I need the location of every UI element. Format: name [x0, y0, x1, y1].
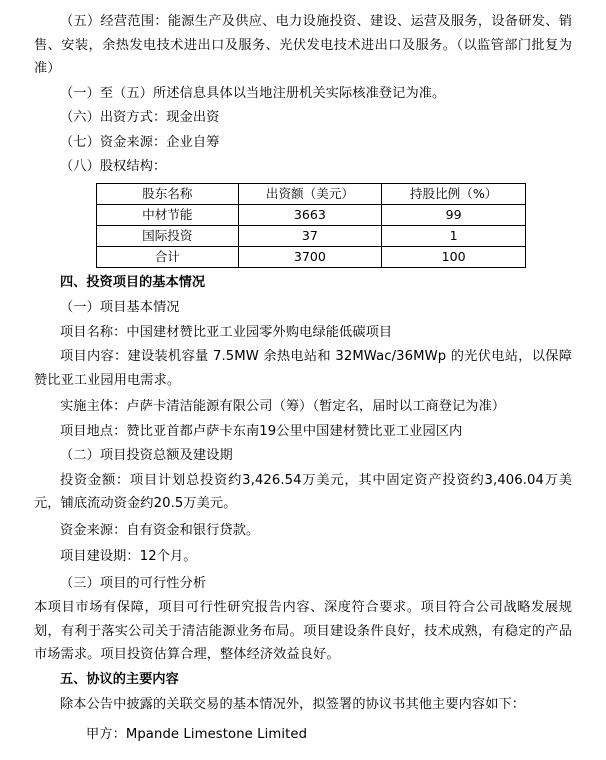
- paragraph-investment-method: （六）出资方式：现金出资: [60, 110, 220, 125]
- paragraph-project-content: 项目内容：建设装机容量 7.5MW 余热电站和 32MWac/36MWp 的光伏电站，以保障赞比亚工业园用电需求。: [34, 349, 572, 388]
- paragraph-party-a: 甲方：Mpande Limestone Limited: [86, 726, 308, 742]
- paragraph-implementer: 实施主体：卢萨卡清洁能源有限公司（筹）（暂定名，届时以工商登记为准）: [60, 399, 506, 414]
- cell-contribution: 3700: [238, 246, 382, 267]
- paragraph-agreement-intro: 除本公告中披露的关联交易的基本情况外，拟签署的协议书其他主要内容如下：: [60, 697, 526, 712]
- table-header-row: [97, 183, 526, 204]
- cell-ratio: 99: [382, 204, 526, 225]
- cell-ratio: 100: [382, 246, 526, 267]
- paragraph-business-scope: （五）经营范围：能源生产及供应、电力设施投资、建设、运营及服务，设备研发、销售、安装，余热发电技术进出口及服务、光伏发电技术进出口及服务。（以监管部门批复为准）: [34, 14, 572, 76]
- cell-shareholder-name: 合计: [97, 246, 239, 267]
- paragraph-registration-note: （一）至（五）所述信息具体以当地注册机关实际核准登记为准。: [60, 85, 446, 101]
- cell-ratio: 1: [382, 225, 526, 246]
- table-row: [97, 246, 526, 267]
- paragraph-equity-structure: （八）股权结构：: [60, 159, 167, 174]
- shareholder-structure-table: [96, 183, 526, 268]
- section-heading-four: 四、投资项目的基本情况: [60, 274, 206, 290]
- paragraph-feasibility-analysis: 本项目市场有保障，项目可行性研究报告内容、深度符合要求。项目符合公司战略发展规划，有利于落实公司关于清洁能源业务布局。项目建设条件良好，技术成熟，有稳定的产品市场需求。项目投资估算合理，整体经济效益良好。: [34, 600, 572, 662]
- table-header-shareholder-name: 股东名称: [97, 183, 239, 204]
- paragraph-construction-period: 项目建设期：12个月。: [60, 549, 197, 564]
- section-heading-five: 五、协议的主要内容: [60, 671, 179, 687]
- cell-contribution: 3663: [238, 204, 382, 225]
- subsection-heading-feasibility: （三）项目的可行性分析: [60, 575, 207, 591]
- subsection-heading-project-basics: （一）项目基本情况: [60, 300, 180, 315]
- table-header-contribution: 出资额（美元）: [238, 183, 382, 204]
- table-header-ratio: 持股比例（%）: [382, 183, 526, 204]
- paragraph-project-location: 项目地点：赞比亚首都卢萨卡东南19公里中国建材赞比亚工业园区内: [60, 423, 463, 439]
- table-row: [97, 225, 526, 246]
- paragraph-fund-source: （七）资金来源：企业自筹: [60, 134, 220, 150]
- cell-contribution: 37: [238, 225, 382, 246]
- paragraph-fund-source-project: 资金来源：自有资金和银行贷款。: [60, 522, 260, 538]
- paragraph-investment-amount: 投资金额：项目计划总投资约3,426.54万美元，其中固定资产投资约3,406.04万美元，铺底流动资金约20.5万美元。: [34, 472, 572, 511]
- cell-shareholder-name: 中材节能: [97, 204, 239, 225]
- cell-shareholder-name: 国际投资: [97, 225, 239, 246]
- paragraph-project-name: 项目名称：中国建材赞比亚工业园零外购电绿能低碳项目: [60, 324, 393, 340]
- table-row: [97, 204, 526, 225]
- subsection-heading-investment-total: （二）项目投资总额及建设期: [60, 448, 233, 463]
